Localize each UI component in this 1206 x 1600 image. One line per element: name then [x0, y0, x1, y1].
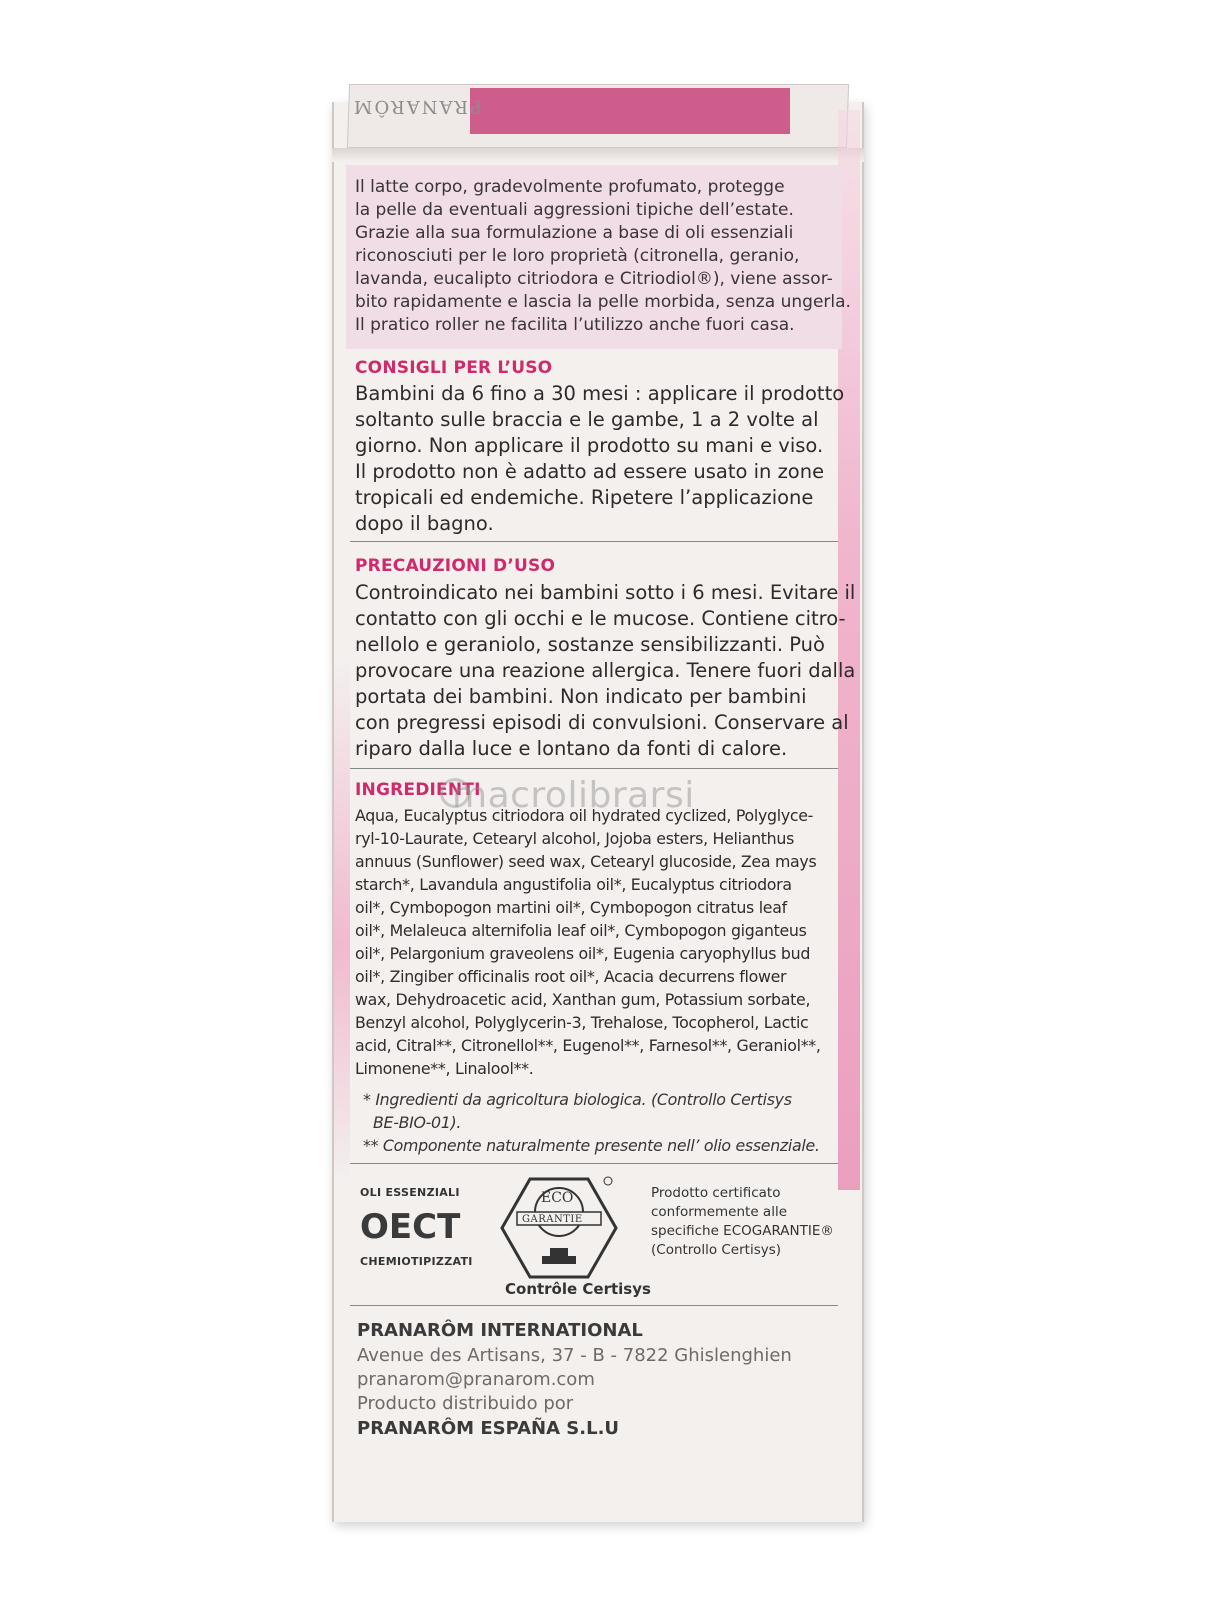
usage-heading: CONSIGLI PER L’USO	[355, 358, 553, 378]
ingredients-line: ryl-10-Laurate, Cetearyl alcohol, Jojoba esters, Helianthus	[355, 829, 795, 848]
distribution-text: Producto distribuido por	[357, 1393, 574, 1414]
eco-logo-bottom-text: GARANTIE	[522, 1214, 583, 1225]
usage-line: dopo il bagno.	[355, 512, 494, 535]
box-left-edge	[334, 660, 350, 1180]
certification-line: conformemente alle	[651, 1204, 788, 1220]
box-rim	[332, 148, 864, 162]
eco-logo-caption: Contrôle Certisys	[505, 1280, 651, 1298]
company-address: Avenue des Artisans, 37 - B - 7822 Ghislenghien	[357, 1345, 792, 1366]
ingredients-line: oil*, Pelargonium graveolens oil*, Eugenia caryophyllus bud	[355, 944, 811, 963]
section-divider	[350, 541, 838, 542]
oect-logo-bottom-text: CHEMIOTIPIZZATI	[360, 1255, 473, 1268]
certification-line: (Controllo Certisys)	[651, 1242, 782, 1258]
precautions-line: portata dei bambini. Non indicato per bambini	[355, 685, 807, 708]
flap-pink-band	[470, 88, 790, 134]
eco-logo-top-text: ECO	[541, 1190, 574, 1206]
ingredients-note: * Ingredienti da agricoltura biologica. (Controllo Certisys	[363, 1090, 792, 1109]
precautions-line: Controindicato nei bambini sotto i 6 mesi. Evitare il	[355, 581, 856, 604]
intro-line: Il latte corpo, gradevolmente profumato, protegge	[355, 177, 785, 197]
section-divider	[350, 768, 838, 769]
ingredients-line: wax, Dehydroacetic acid, Xanthan gum, Potassium sorbate,	[355, 990, 811, 1009]
ingredients-note: BE-BIO-01).	[373, 1113, 462, 1132]
ingredients-line: Benzyl alcohol, Polyglycerin-3, Trehalose, Tocopherol, Lactic	[355, 1013, 809, 1032]
certification-line: specifiche ECOGARANTIE®	[651, 1223, 834, 1239]
intro-line: lavanda, eucalipto citriodora e Citriodiol®), viene assor-	[355, 269, 833, 289]
usage-line: soltanto sulle braccia e le gambe, 1 a 2 volte al	[355, 408, 819, 431]
intro-line: riconosciuti per le loro proprietà (citronella, geranio,	[355, 246, 800, 266]
ingredients-note: ** Componente naturalmente presente nell’ olio essenziale.	[363, 1136, 820, 1155]
ingredients-line: oil*, Cymbopogon martini oil*, Cymbopogon citratus leaf	[355, 898, 787, 917]
certification-text	[651, 1184, 834, 1260]
ingredients-line: Limonene**, Linalool**.	[355, 1059, 534, 1078]
ingredients-heading: INGREDIENTI	[355, 780, 481, 800]
usage-line: giorno. Non applicare il prodotto su mani e viso.	[355, 434, 824, 457]
ingredients-line: acid, Citral**, Citronellol**, Eugenol**, Farnesol**, Geraniol**,	[355, 1036, 821, 1055]
oect-logo-top-text: OLI ESSENZIALI	[360, 1186, 460, 1199]
precautions-line: riparo dalla luce e lontano da fonti di calore.	[355, 737, 788, 760]
section-divider	[350, 1305, 838, 1306]
distributor-name: PRANARÔM ESPAÑA S.L.U	[357, 1418, 620, 1439]
ingredients-line: Aqua, Eucalyptus citriodora oil hydrated cyclized, Polyglyce-	[355, 806, 814, 825]
intro-line: bito rapidamente e lascia la pelle morbida, senza ungerla.	[355, 292, 851, 312]
ingredients-line: annuus (Sunflower) seed wax, Cetearyl glucoside, Zea mays	[355, 852, 817, 871]
ingredients-line: oil*, Zingiber officinalis root oil*, Acacia decurrens flower	[355, 967, 787, 986]
section-divider	[350, 1163, 838, 1164]
precautions-line: provocare una reazione allergica. Tenere fuori dalla	[355, 659, 856, 682]
ingredients-line: starch*, Lavandula angustifolia oil*, Eucalyptus citriodora	[355, 875, 792, 894]
certification-line: Prodotto certificato	[651, 1185, 781, 1201]
flap-brand-label: PRANARÔM	[352, 96, 483, 117]
precautions-line: contatto con gli occhi e le mucose. Contiene citro-	[355, 607, 846, 630]
precautions-line: con pregressi episodi di convulsioni. Conservare al	[355, 711, 849, 734]
ingredients-line: oil*, Melaleuca alternifolia leaf oil*, Cymbopogon giganteus	[355, 921, 807, 940]
company-name: PRANARÔM INTERNATIONAL	[357, 1320, 643, 1341]
intro-line: Il pratico roller ne facilita l’utilizzo anche fuori casa.	[355, 315, 795, 335]
precautions-line: nellolo e geraniolo, sostanze sensibilizzanti. Può	[355, 633, 825, 656]
company-email: pranarom@pranarom.com	[357, 1369, 595, 1390]
intro-line: Grazie alla sua formulazione a base di oli essenziali	[355, 223, 794, 243]
intro-line: la pelle da eventuali aggressioni tipiche dell’estate.	[355, 200, 794, 220]
usage-line: Il prodotto non è adatto ad essere usato in zone	[355, 460, 825, 483]
usage-line: Bambini da 6 fino a 30 mesi : applicare il prodotto	[355, 382, 845, 405]
precautions-heading: PRECAUZIONI D’USO	[355, 556, 556, 576]
watermark: macrolibrarsi	[452, 775, 695, 816]
oect-logo: OECT	[360, 1207, 461, 1247]
usage-line: tropicali ed endemiche. Ripetere l’applicazione	[355, 486, 814, 509]
